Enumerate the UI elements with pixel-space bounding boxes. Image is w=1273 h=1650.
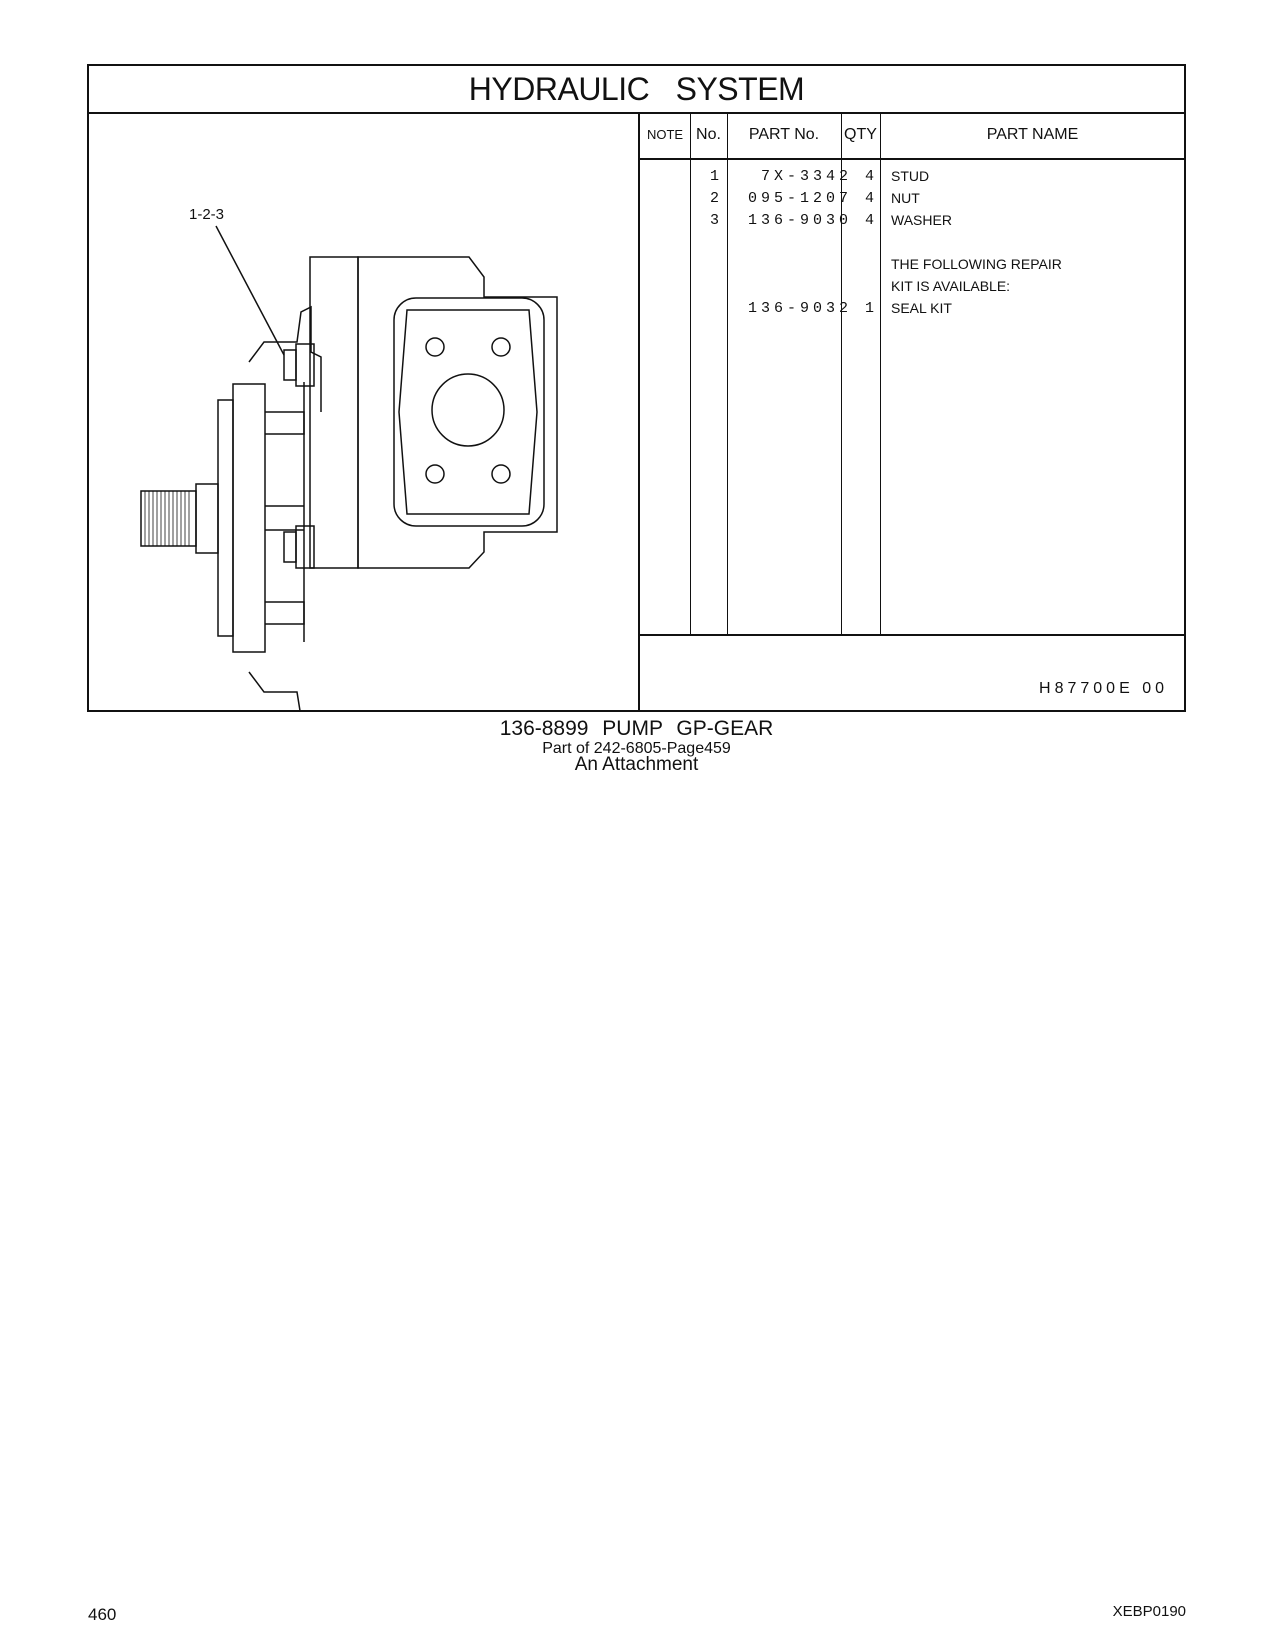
table-row-qty: 4 bbox=[865, 212, 879, 229]
column-header-part-no: PART No. bbox=[748, 126, 820, 143]
column-header-part-name: PART NAME bbox=[986, 126, 1079, 143]
seal-kit-part-no: 136-9032 bbox=[747, 300, 852, 317]
port-bolt-hole bbox=[492, 465, 510, 483]
table-row-part-no: 095-1207 bbox=[747, 190, 852, 207]
column-header-no: No. bbox=[696, 126, 721, 143]
pump-drawing-svg bbox=[89, 112, 638, 712]
port-bolt-hole bbox=[426, 338, 444, 356]
table-row-part-no: 7X-3342 bbox=[760, 168, 852, 185]
section-title-bar bbox=[89, 66, 1184, 114]
mounting-flange bbox=[233, 384, 265, 652]
table-row-qty: 4 bbox=[865, 190, 879, 207]
repair-kit-note: THE FOLLOWING REPAIR bbox=[891, 256, 1062, 272]
column-header-note: NOTE bbox=[646, 127, 684, 142]
port-opening bbox=[432, 374, 504, 446]
pump-body bbox=[358, 257, 557, 568]
table-row-part-name: NUT bbox=[891, 190, 920, 206]
pump-body-front bbox=[310, 257, 358, 568]
table-row-part-name: STUD bbox=[891, 168, 930, 184]
parts-page-frame bbox=[87, 64, 1186, 712]
port-bolt-hole bbox=[492, 338, 510, 356]
port-bolt-hole bbox=[426, 465, 444, 483]
stud-bolt-upper bbox=[284, 350, 296, 380]
seal-kit-name: SEAL KIT bbox=[891, 300, 952, 316]
table-row-part-name: WASHER bbox=[891, 212, 952, 228]
callout-label: 1-2-3 bbox=[189, 206, 225, 223]
parts-table bbox=[640, 112, 1184, 710]
table-row-no: 1 bbox=[710, 168, 724, 185]
section-title: HYDRAULIC SYSTEM bbox=[468, 71, 805, 107]
document-id: XEBP0190 bbox=[1112, 1603, 1186, 1620]
stud-bolt-lower bbox=[284, 532, 296, 562]
seal-kit-qty: 1 bbox=[865, 300, 879, 317]
repair-kit-note: KIT IS AVAILABLE: bbox=[891, 278, 1011, 294]
pump-illustration bbox=[89, 112, 640, 710]
caption-reference: Part of 242-6805-Page459 bbox=[542, 740, 731, 757]
table-row-no: 3 bbox=[710, 212, 724, 229]
caption-part-title: 136-8899 PUMP GP-GEAR bbox=[499, 717, 774, 740]
port-face bbox=[394, 298, 544, 526]
caption-attachment: An Attachment bbox=[574, 754, 699, 775]
illustration-code: H87700E 00 bbox=[1039, 680, 1168, 697]
table-row-qty: 4 bbox=[865, 168, 879, 185]
page-number: 460 bbox=[88, 1605, 117, 1624]
table-row-no: 2 bbox=[710, 190, 724, 207]
column-header-qty: QTY bbox=[844, 126, 877, 143]
table-row-part-no: 136-9030 bbox=[747, 212, 852, 229]
callout-leader-line bbox=[216, 226, 284, 355]
